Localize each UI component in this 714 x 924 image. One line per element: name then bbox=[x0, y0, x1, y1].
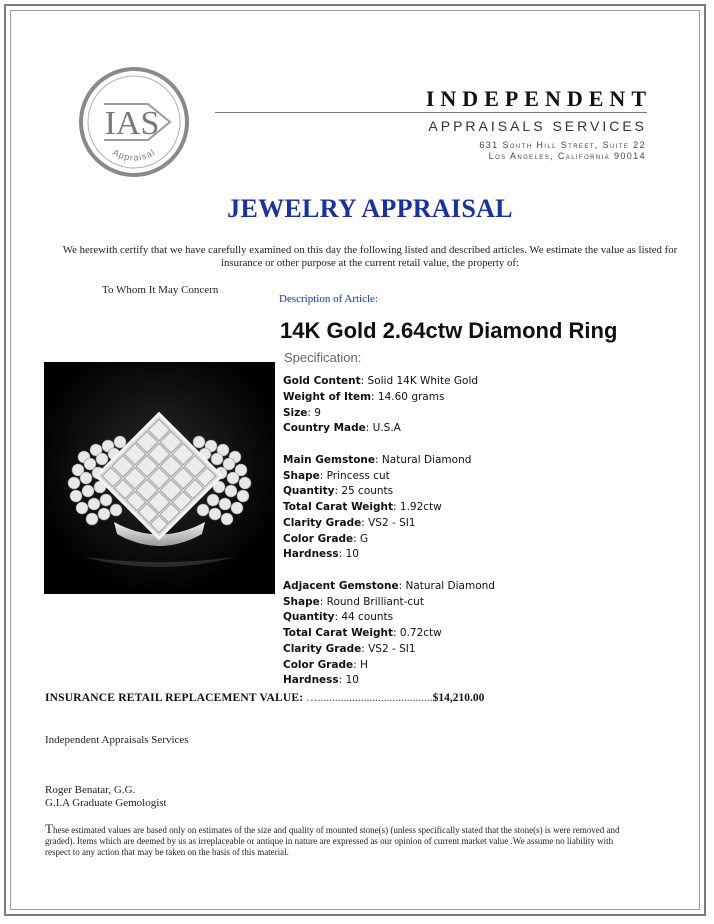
spec-value: Natural Diamond bbox=[405, 579, 495, 592]
insurance-value: $14,210.00 bbox=[432, 692, 485, 704]
spec-label: Size bbox=[283, 406, 308, 419]
spec-label: Color Grade bbox=[283, 658, 354, 671]
signature-title: G.I.A Graduate Gemologist bbox=[45, 797, 167, 809]
company-name: INDEPENDENT bbox=[425, 86, 652, 111]
spec-adjacent-shape: Shape: Round Brilliant-cut bbox=[283, 595, 424, 608]
disclaimer-text: hese estimated values are based only on estimates of the size and quality of mounted stone(s) (unless specifically stated that the stone(s) is were removed and graded). Items which are deemed by us as irreplaceable or antique in nature are expressed as our opinion of current market value .We assume no liability with respect to any action that may be taken on the basis of this material. bbox=[45, 825, 620, 857]
spec-label: Color Grade bbox=[283, 532, 354, 545]
spec-country: Country Made: U.S.A bbox=[283, 422, 401, 435]
spec-adjacent-carat: Total Carat Weight: 0.72ctw bbox=[283, 627, 442, 639]
spec-label: Clarity Grade bbox=[283, 642, 362, 655]
ring-photo bbox=[44, 362, 275, 594]
spec-label: Shape bbox=[283, 469, 320, 482]
spec-main-gemstone: Main Gemstone: Natural Diamond bbox=[283, 453, 472, 466]
dot-leader: …........................................ bbox=[306, 692, 433, 704]
spec-label: Shape bbox=[283, 595, 320, 608]
signature-name: Roger Benatar, G.G. bbox=[45, 784, 136, 796]
spec-spacer bbox=[283, 563, 643, 579]
spec-adjacent-clarity: Clarity Grade: VS2 - SI1 bbox=[283, 642, 416, 655]
header-rule bbox=[215, 112, 647, 113]
spec-label: Weight of Item bbox=[283, 390, 372, 403]
spec-main-carat: Total Carat Weight: 1.92ctw bbox=[283, 501, 442, 513]
spec-adjacent-hardness: Hardness: 10 bbox=[283, 674, 359, 687]
spec-adjacent-quantity: Quantity: 44 counts bbox=[283, 611, 394, 624]
spec-value: 9 bbox=[314, 406, 321, 419]
spec-label: Gold Content bbox=[283, 375, 361, 387]
spec-label: Quantity bbox=[283, 611, 335, 624]
logo-ring-text: Appraisal bbox=[110, 147, 158, 163]
spec-value: G bbox=[359, 532, 369, 545]
spec-label: Quantity bbox=[283, 485, 335, 498]
spec-weight: Weight of Item: 14.60 grams bbox=[283, 390, 445, 403]
spec-label: Main Gemstone bbox=[283, 453, 376, 466]
address-line-2: Los Angeles, California 90014 bbox=[488, 151, 646, 161]
spec-value: 25 counts bbox=[341, 485, 394, 498]
specifications bbox=[283, 374, 643, 689]
spec-value: Natural Diamond bbox=[381, 453, 472, 466]
spec-value: 14.60 grams bbox=[377, 390, 445, 403]
spec-label: Adjacent Gemstone bbox=[283, 579, 399, 592]
spec-size: Size: 9 bbox=[283, 406, 321, 419]
spec-value: 0.72ctw bbox=[399, 627, 442, 639]
spec-value: VS2 - SI1 bbox=[368, 642, 416, 655]
spec-adjacent-color: Color Grade: H bbox=[283, 658, 368, 671]
spec-value: Princess cut bbox=[326, 469, 390, 482]
spec-main-quantity: Quantity: 25 counts bbox=[283, 485, 394, 498]
spec-value: Solid 14K White Gold bbox=[367, 375, 479, 387]
spec-main-hardness: Hardness: 10 bbox=[283, 548, 359, 561]
spec-value: H bbox=[359, 658, 368, 671]
certification-text: We herewith certify that we have carefully examined on this day the following listed and described articles. We estimate the value as listed for insurance or other purpose at the current retail value, the property of: bbox=[62, 244, 678, 269]
address-line-1: 631 South Hill Street, Suite 22 bbox=[479, 140, 646, 150]
spec-value: 10 bbox=[345, 674, 359, 687]
spec-value: 44 counts bbox=[341, 611, 394, 624]
spec-label: Country Made bbox=[283, 422, 366, 435]
spec-value: VS2 - SI1 bbox=[368, 516, 416, 529]
disclaimer-initial: T bbox=[45, 821, 53, 836]
insurance-label: INSURANCE RETAIL REPLACEMENT VALUE: bbox=[45, 692, 304, 704]
item-title: 14K Gold 2.64ctw Diamond Ring bbox=[280, 318, 618, 343]
signature-company: Independent Appraisals Services bbox=[45, 734, 189, 746]
spec-value: U.S.A bbox=[372, 422, 401, 435]
disclaimer bbox=[45, 823, 625, 858]
spec-value: Round Brilliant-cut bbox=[326, 595, 424, 608]
spec-label: Total Carat Weight bbox=[283, 627, 394, 639]
spec-main-color: Color Grade: G bbox=[283, 532, 369, 545]
specification-label: Specification: bbox=[284, 350, 362, 365]
svg-text:Appraisal bbox=[111, 147, 157, 163]
spec-label: Hardness bbox=[283, 674, 339, 687]
spec-value: 1.92ctw bbox=[399, 501, 442, 513]
spec-main-clarity: Clarity Grade: VS2 - SI1 bbox=[283, 516, 416, 529]
insurance-value-line bbox=[45, 692, 484, 704]
spec-main-shape: Shape: Princess cut bbox=[283, 469, 390, 482]
spec-adjacent-gemstone: Adjacent Gemstone: Natural Diamond bbox=[283, 579, 495, 592]
spec-label: Clarity Grade bbox=[283, 516, 362, 529]
spec-value: 10 bbox=[345, 548, 359, 561]
spec-spacer bbox=[283, 437, 643, 453]
document-title: JEWELRY APPRAISAL bbox=[227, 194, 513, 223]
company-subtitle: APPRAISALS SERVICES bbox=[428, 118, 647, 134]
spec-gold-content: Gold Content: Solid 14K White Gold bbox=[283, 375, 479, 387]
spec-label: Total Carat Weight bbox=[283, 501, 394, 513]
spec-label: Hardness bbox=[283, 548, 339, 561]
ias-logo bbox=[78, 66, 190, 178]
recipient: To Whom It May Concern bbox=[102, 284, 219, 296]
logo-letters: IAS bbox=[104, 105, 160, 142]
description-label: Description of Article: bbox=[279, 293, 378, 305]
